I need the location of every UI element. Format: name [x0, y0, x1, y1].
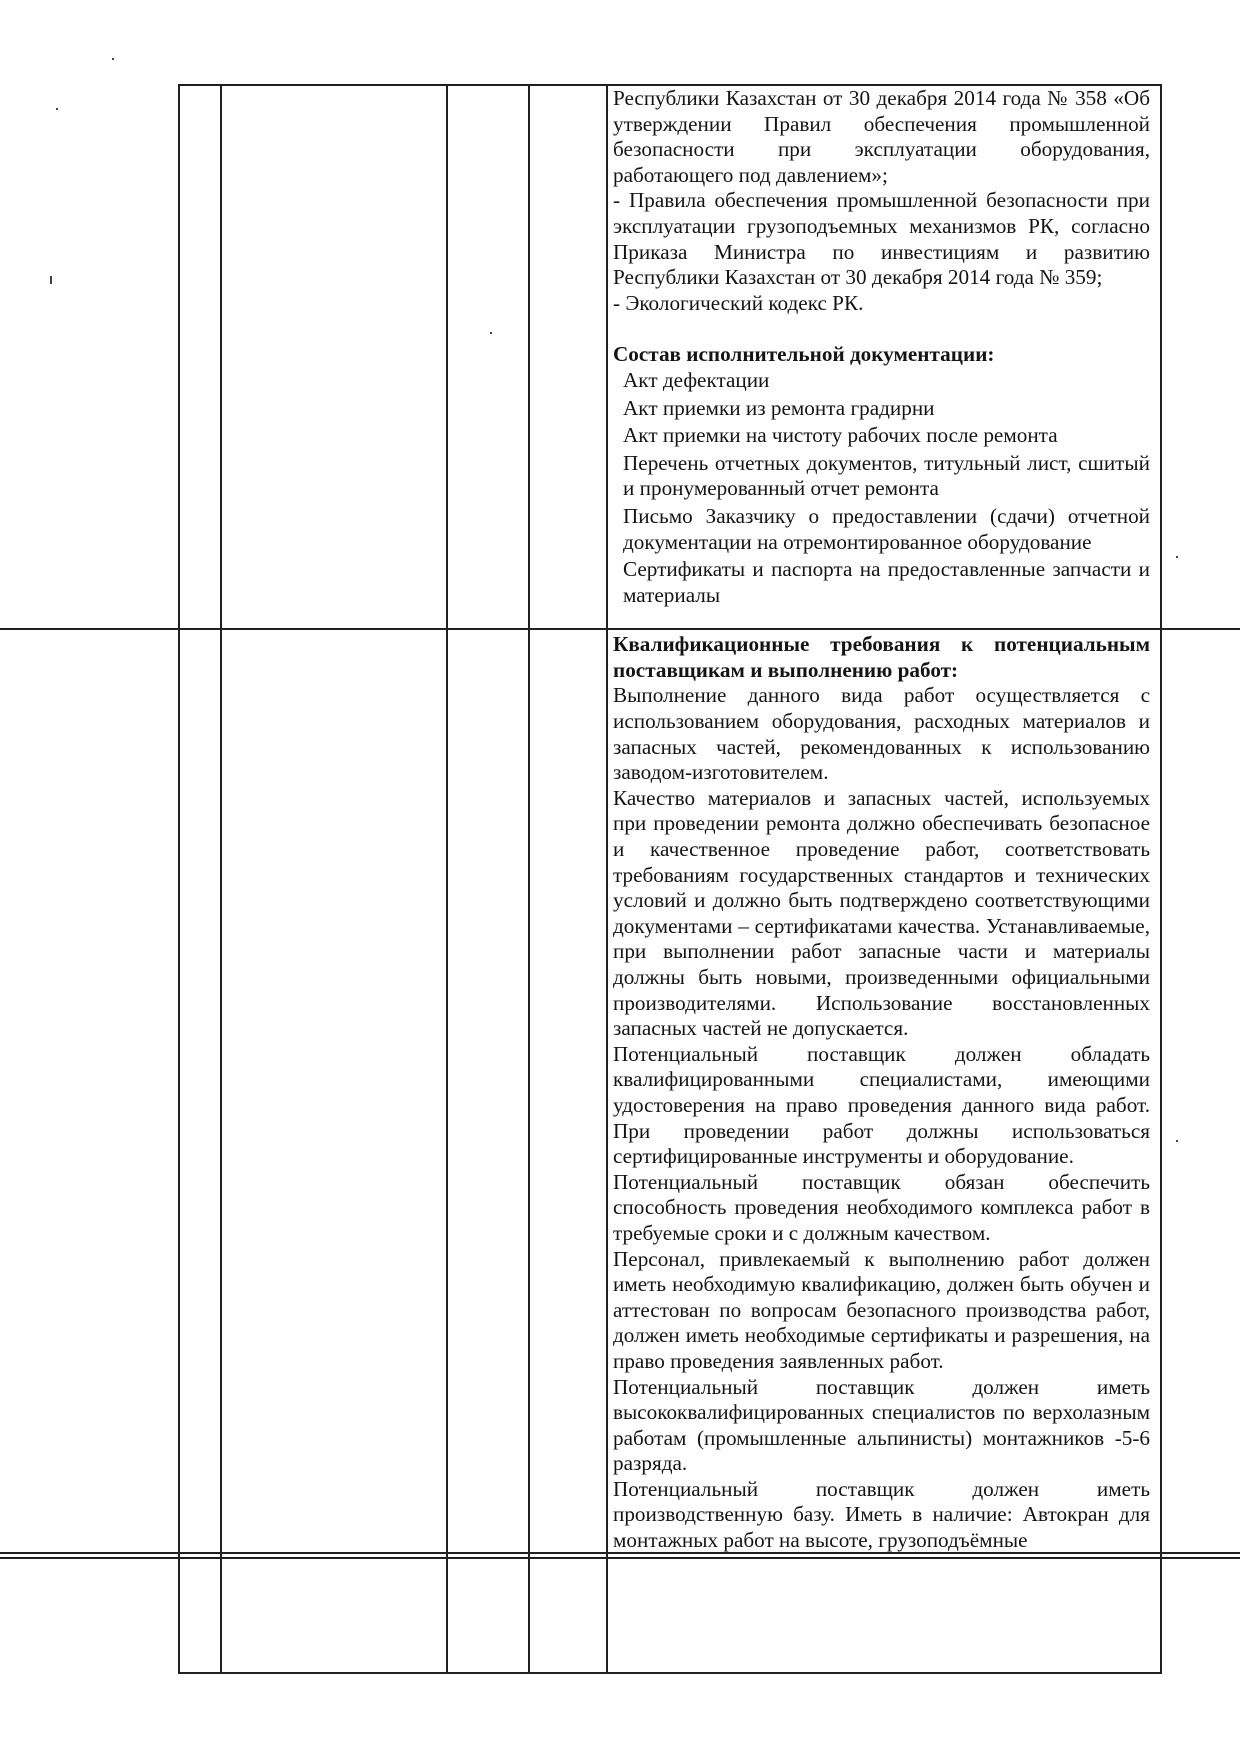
- law-paragraph: Республики Казахстан от 30 декабря 2014 года № 358 «Об утверждении Правил обеспечения промышленной безопасности при эксплуатации оборудования, работающего под давлением»;: [613, 86, 1150, 187]
- scan-speck: [50, 276, 52, 284]
- docs-list-item: Акт приемки из ремонта градирни: [623, 395, 935, 420]
- qualification-paragraph: Потенциальный поставщик обязан обеспечить способность проведения необходимого комплекса работ в требуемые сроки и с должным качеством.: [613, 1169, 1150, 1245]
- scan-speck: [112, 58, 114, 60]
- table-column-divider-2: [446, 84, 448, 1674]
- table-border-bottom: [178, 1672, 1162, 1674]
- docs-heading: Состав исполнительной документации:: [613, 342, 995, 367]
- qualification-paragraph: Потенциальный поставщик должен иметь производственную базу. Иметь в наличие: Автокран для монтажных работ на высоте, грузоподъёмные: [613, 1476, 1150, 1553]
- scan-speck: [56, 108, 58, 110]
- qualification-heading: Квалификационные требования к потенциальным поставщикам и выполнению работ:: [613, 632, 1150, 682]
- docs-list-item: Письмо Заказчику о предоставлении (сдачи) отчетной документации на отремонтированное оборудование: [623, 503, 1150, 554]
- docs-list-item: Перечень отчетных документов, титульный лист, сшитый и пронумерованный отчет ремонта: [623, 450, 1150, 501]
- table-column-divider-4: [606, 84, 608, 1674]
- document-content: [613, 86, 1150, 1554]
- qualification-paragraph: Потенциальный поставщик должен иметь высококвалифицированных специалистов по верхолазным работам (промышленные альпинисты) монтажников -5-6 разряда.: [613, 1374, 1150, 1476]
- scan-speck: [1176, 1140, 1178, 1142]
- table-column-divider-3: [528, 84, 530, 1674]
- docs-list-item: Акт приемки на чистоту рабочих после ремонта: [623, 423, 1058, 448]
- table-border-left: [178, 84, 180, 1674]
- table-column-divider-1: [220, 84, 222, 1674]
- docs-list-item: Акт дефектации: [623, 367, 770, 392]
- docs-list-item: Сертификаты и паспорта на предоставленные запчасти и материалы: [623, 557, 1150, 607]
- qualification-paragraph: Качество материалов и запасных частей, используемых при проведении ремонта должно обеспечивать безопасное и качественное проведение работ, соответствовать требованиям государственных стандартов и технических условий и должно быть подтверждено соответствующими документами – сертификатами качества. Устанавливаемые, при выполнении работ запасные части и материалы должны быть новыми, произведенными официальными производителями. Использование восстановленных запасных частей не допускается.: [613, 785, 1150, 1041]
- law-paragraph: - Экологический кодекс РК.: [613, 290, 864, 315]
- scan-speck: [1176, 556, 1178, 558]
- qualification-paragraph: Персонал, привлекаемый к выполнению работ должен иметь необходимую квалификацию, должен быть обучен и аттестован по вопросам безопасного производства работ, должен иметь необходимые сертификаты и разрешения, на право проведения заявленных работ.: [613, 1246, 1150, 1373]
- qualification-paragraph: Потенциальный поставщик должен обладать квалифицированными специалистами, имеющими удостоверения на право проведения данного вида работ. При проведении работ должны использоваться сертифицированные инструменты и оборудование.: [613, 1041, 1150, 1169]
- qualification-paragraph: Выполнение данного вида работ осуществляется с использованием оборудования, расходных материалов и запасных частей, рекомендованных к использованию заводом-изготовителем.: [613, 683, 1150, 785]
- law-paragraph: - Правила обеспечения промышленной безопасности при эксплуатации грузоподъемных механизмов РК, согласно Приказа Министра по инвестициям и развитию Республики Казахстан от 30 декабря 2014 года № 359;: [613, 188, 1150, 290]
- scan-speck: [490, 332, 492, 334]
- table-border-right: [1160, 84, 1162, 1674]
